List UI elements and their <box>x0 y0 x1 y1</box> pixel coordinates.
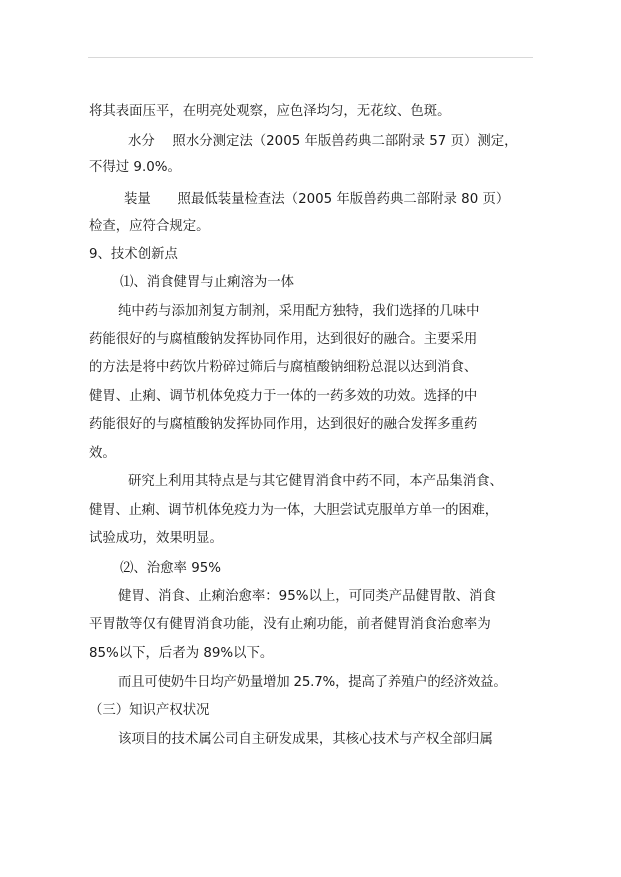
paragraph-4-line-1: 而且可使奶牛日均产奶量增加 25.7%，提高了养殖户的经济效益。 <box>118 675 507 690</box>
subheading-2: ⑵、治愈率 95% <box>120 561 221 576</box>
paragraph-1-line-5: 药能很好的与腐植酸钠发挥协同作用，达到很好的融合发挥多重药 <box>89 417 478 432</box>
fill-test-line: 装量 照最低装量检查法（2005 年版兽药典二部附录 80 页） <box>124 192 510 207</box>
subheading-1: ⑴、消食健胃与止痢溶为一体 <box>120 275 295 290</box>
paragraph-3-line-3: 85%以下，后者为 89%以下。 <box>89 646 274 661</box>
paragraph-1-line-4: 健胃、止痢、调节机体免疫力于一体的一药多效的功效。选择的中 <box>89 389 478 404</box>
paragraph-2-line-1: 研究上利用其特点是与其它健胃消食中药不同，本产品集消食、 <box>128 474 503 489</box>
paragraph-2-line-2: 健胃、止痢、调节机体免疫力为一体，大胆尝试克服单方单一的困难， <box>89 503 498 518</box>
paragraph-1-line-1: 纯中药与添加剂复方制剂，采用配方独特，我们选择的几味中 <box>118 304 480 319</box>
fill-result-line: 检查，应符合规定。 <box>89 219 210 234</box>
moisture-limit-line: 不得过 9.0%。 <box>89 160 181 175</box>
moisture-test-line: 水分 照水分测定法（2005 年版兽药典二部附录 57 页）测定， <box>128 134 518 149</box>
paragraph-3-line-1: 健胃、消食、止痢治愈率：95%以上，可同类产品健胃散、消食 <box>118 589 496 604</box>
body-line-1: 将其表面压平，在明亮处观察，应色泽均匀，无花纹、色斑。 <box>89 104 451 119</box>
section-heading-ip: （三）知识产权状况 <box>89 703 210 718</box>
paragraph-1-line-3: 的方法是将中药饮片粉碎过筛后与腐植酸钠细粉总混以达到消食、 <box>89 360 478 375</box>
paragraph-5-line-1: 该项目的技术属公司自主研发成果，其核心技术与产权全部归属 <box>118 732 493 747</box>
header-rule <box>88 57 533 58</box>
paragraph-1-line-6: 效。 <box>89 446 116 461</box>
paragraph-3-line-2: 平胃散等仅有健胃消食功能，没有止痢功能，前者健胃消食治愈率为 <box>89 617 491 632</box>
paragraph-1-line-2: 药能很好的与腐植酸钠发挥协同作用，达到很好的融合。主要采用 <box>89 332 478 347</box>
section-heading-innovation: 9、技术创新点 <box>89 247 178 262</box>
paragraph-2-line-3: 试验成功，效果明显。 <box>89 531 223 546</box>
